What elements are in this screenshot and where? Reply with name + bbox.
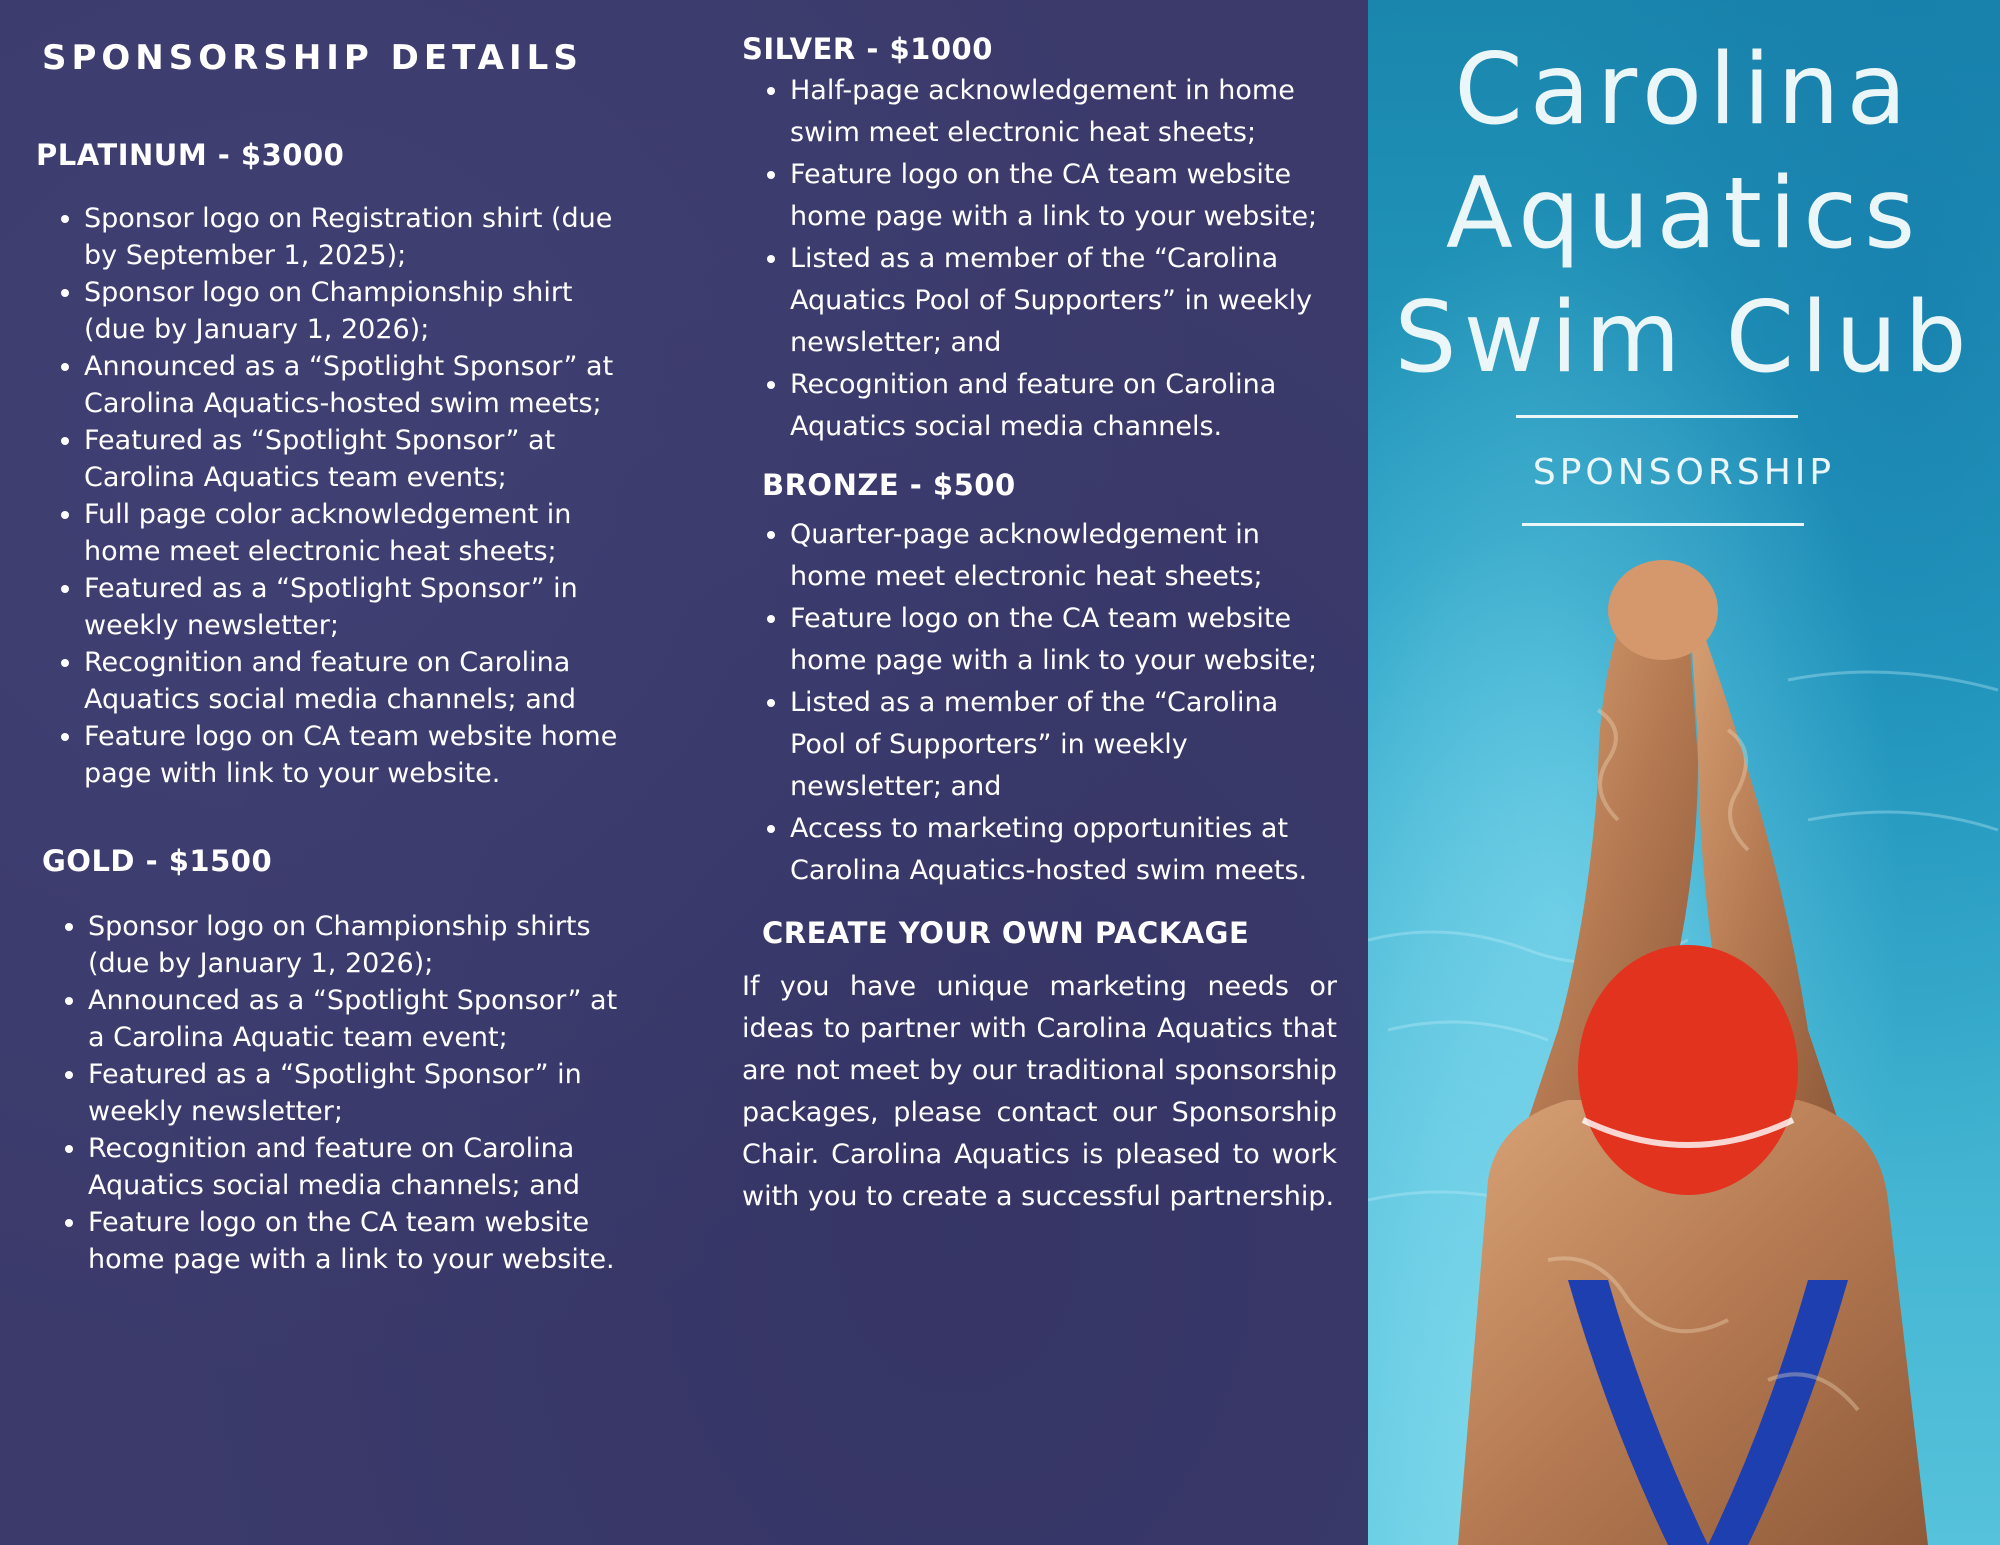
divider-bottom (1522, 523, 1804, 526)
list-item: • Recognition and feature on Carolina Aquatics social media channels. (790, 364, 1342, 448)
custom-package-text: If you have unique marketing needs or ideas to partner with Carolina Aquatics that are not meet by our traditional sponsorship packages, please contact our Sponsorship Chair. Carolina Aquatics is pleased to work with you to create a successful partnership. (742, 971, 1337, 1212)
list-item: • Feature logo on the CA team website home page with a link to your website; (790, 598, 1342, 682)
list-item: • Sponsor logo on Registration shirt (due by September 1, 2025); (84, 200, 636, 274)
list-item: • Feature logo on the CA team website home page with a link to your website. (88, 1204, 636, 1278)
swimmer-hands (1608, 560, 1718, 660)
page-heading: SPONSORSHIP DETAILS (42, 38, 583, 78)
list-item: • Quarter-page acknowledgement in home meet electronic heat sheets; (790, 514, 1342, 598)
bronze-tier-title: BRONZE - $500 (762, 468, 1016, 502)
list-item: • Full page color acknowledgement in home meet electronic heat sheets; (84, 496, 636, 570)
details-column-right (742, 30, 1342, 1218)
sponsorship-subtitle: SPONSORSHIP (1532, 452, 1836, 493)
list-item: • Access to marketing opportunities at Carolina Aquatics-hosted swim meets. (790, 808, 1342, 892)
bronze-benefits-list (742, 514, 1342, 892)
list-item: • Featured as a “Spotlight Sponsor” in weekly newsletter; (88, 1056, 636, 1130)
list-item: • Half-page acknowledgement in home swim meet electronic heat sheets; (790, 70, 1342, 154)
list-item: • Announced as a “Spotlight Sponsor” at Carolina Aquatics-hosted swim meets; (84, 348, 636, 422)
club-title-line: Carolina (1454, 33, 1914, 147)
club-title (1368, 28, 2000, 400)
club-title-line: Aquatics (1445, 157, 1923, 271)
list-item: • Feature logo on the CA team website home page with a link to your website; (790, 154, 1342, 238)
divider-top (1516, 415, 1798, 418)
platinum-benefits-list (36, 200, 636, 792)
list-item: • Listed as a member of the “Carolina Aquatics Pool of Supporters” in weekly newsletter; and (790, 238, 1342, 364)
list-item: • Sponsor logo on Championship shirt (due by January 1, 2026); (84, 274, 636, 348)
gold-tier-title: GOLD - $1500 (42, 844, 273, 878)
custom-package-title: CREATE YOUR OWN PACKAGE (762, 916, 1250, 950)
list-item: • Feature logo on CA team website home page with link to your website. (84, 718, 636, 792)
list-item: • Sponsor logo on Championship shirts (due by January 1, 2026); (88, 908, 636, 982)
swim-cap (1578, 945, 1798, 1195)
details-column-left (36, 30, 636, 1278)
list-item: • Listed as a member of the “Carolina Pool of Supporters” in weekly newsletter; and (790, 682, 1342, 808)
list-item: • Recognition and feature on Carolina Aquatics social media channels; and (88, 1130, 636, 1204)
platinum-tier-title: PLATINUM - $3000 (36, 138, 345, 172)
list-item: • Recognition and feature on Carolina Aquatics social media channels; and (84, 644, 636, 718)
cover-panel (1368, 0, 2000, 1545)
list-item: • Featured as a “Spotlight Sponsor” in weekly newsletter; (84, 570, 636, 644)
list-item: • Announced as a “Spotlight Sponsor” at a Carolina Aquatic team event; (88, 982, 636, 1056)
club-title-line: Swim Club (1394, 281, 1974, 395)
swimmer-photo (1368, 560, 2000, 1545)
silver-tier-title: SILVER - $1000 (742, 32, 993, 66)
list-item: • Featured as “Spotlight Sponsor” at Carolina Aquatics team events; (84, 422, 636, 496)
gold-benefits-list (36, 908, 636, 1278)
silver-benefits-list (742, 70, 1342, 448)
